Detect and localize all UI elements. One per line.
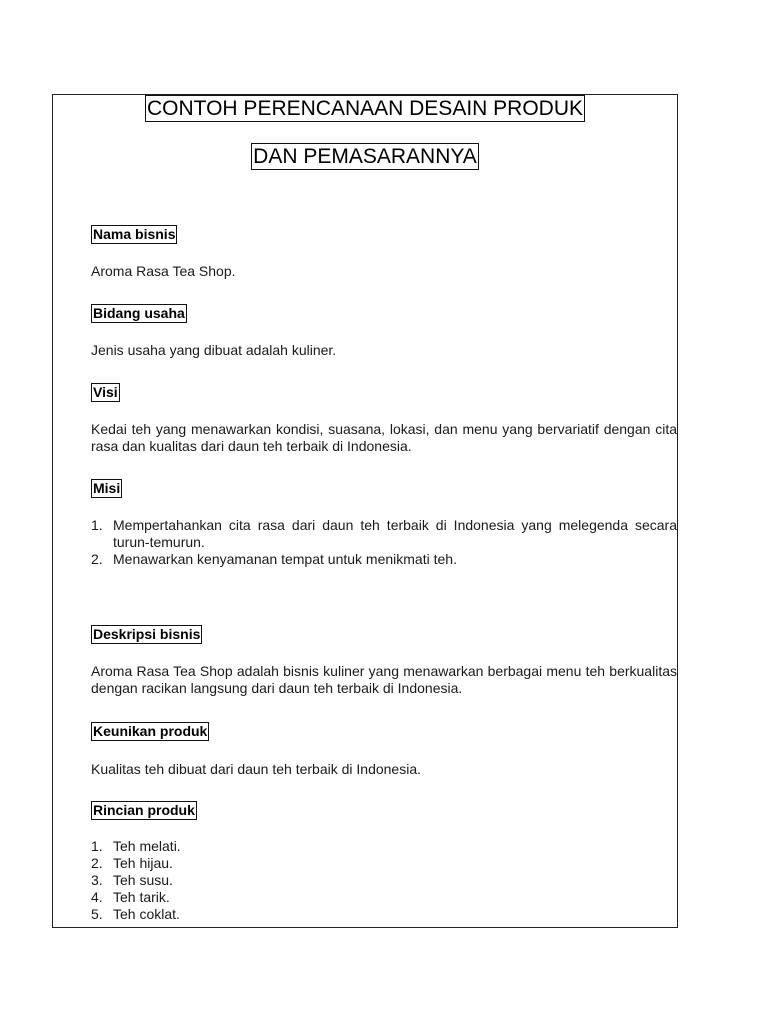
list-rincian-produk [91,838,677,923]
text-keunikan-produk: Kualitas teh dibuat dari daun teh terbaik di Indonesia. [91,761,422,777]
document-title-line-1: CONTOH PERENCANAAN DESAIN PRODUK [146,97,584,120]
list-item-number: 1. [91,838,103,854]
list-item-number: 2. [91,855,103,871]
heading-nama-bisnis: Nama bisnis [93,226,176,242]
list-item-text: Teh susu. [113,872,173,888]
list-item-text: Menawarkan kenyamanan tempat untuk menikmati teh. [113,551,457,567]
list-item-number: 5. [91,906,103,922]
document-page [52,94,678,928]
list-item-text: Mempertahankan cita rasa dari daun teh terbaik di Indonesia yang melegenda secara turun-temurun. [113,517,677,550]
heading-keunikan-produk: Keunikan produk [93,723,208,739]
list-misi [91,517,677,568]
text-nama-bisnis: Aroma Rasa Tea Shop. [91,263,236,279]
list-item [91,551,677,568]
list-item [91,855,677,872]
list-item [91,517,677,551]
document-title-line-1-row [53,95,677,122]
list-item-number: 3. [91,872,103,888]
list-item-number: 2. [91,551,103,567]
document-title-line-2: DAN PEMASARANNYA [253,145,477,168]
list-item-text: Teh melati. [113,838,181,854]
heading-deskripsi-bisnis: Deskripsi bisnis [93,626,201,642]
text-visi: Kedai teh yang menawarkan kondisi, suasana, lokasi, dan menu yang bervariatif dengan cita rasa dan kualitas dari daun teh terbaik di Indonesia. [91,421,677,454]
list-item-text: Teh tarik. [113,889,170,905]
list-item [91,889,677,906]
heading-visi: Visi [93,384,118,400]
heading-misi: Misi [93,480,121,496]
heading-rincian-produk: Rincian produk [93,802,195,818]
list-item-number: 1. [91,517,103,533]
list-item [91,906,677,923]
list-item-text: Teh hijau. [113,855,173,871]
list-item-text: Teh coklat. [113,906,180,922]
list-item [91,872,677,889]
list-item-number: 4. [91,889,103,905]
document-title-line-2-row [53,143,677,170]
heading-bidang-usaha: Bidang usaha [93,305,185,321]
text-deskripsi-bisnis: Aroma Rasa Tea Shop adalah bisnis kuliner yang menawarkan berbagai menu teh berkualitas dengan racikan langsung dari daun teh terbaik di Indonesia. [91,663,677,696]
text-bidang-usaha: Jenis usaha yang dibuat adalah kuliner. [91,342,337,358]
list-item [91,838,677,855]
